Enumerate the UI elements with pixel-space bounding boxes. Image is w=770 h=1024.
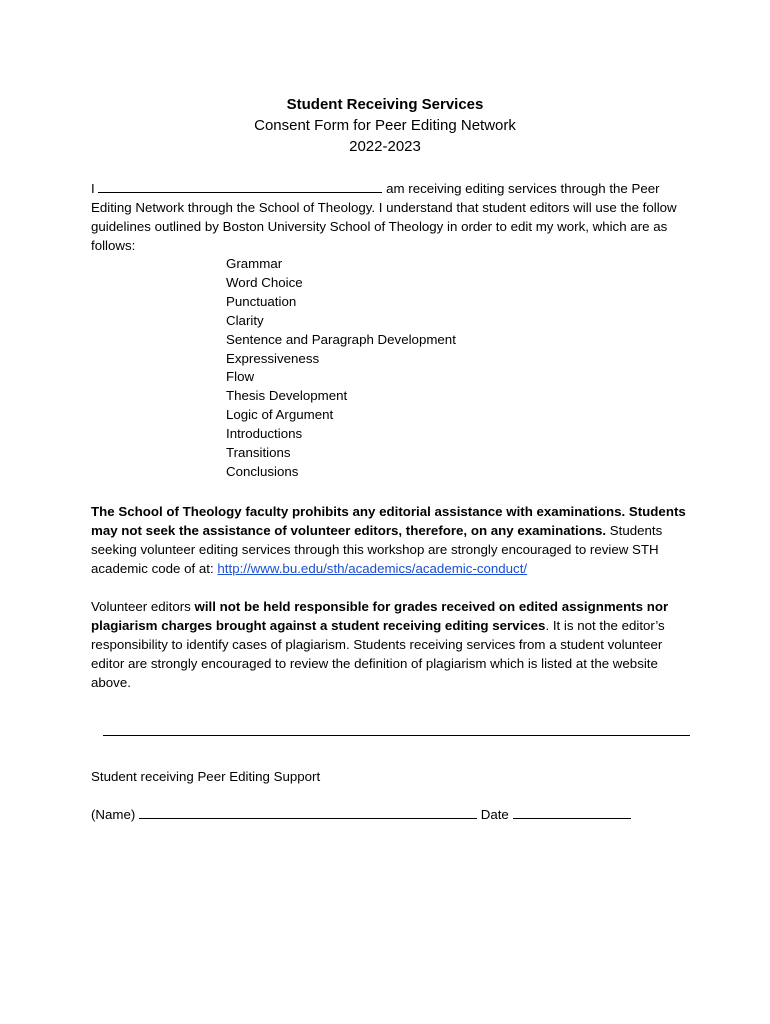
- name-blank[interactable]: [139, 806, 477, 819]
- responsibility-lead: Volunteer editors: [91, 599, 191, 614]
- guideline-item: Grammar: [226, 256, 283, 271]
- intro-paragraph: [91, 179, 691, 255]
- student-name-blank[interactable]: [98, 180, 382, 193]
- guideline-item: Flow: [226, 369, 255, 385]
- intro-text: am receiving editing services through the Peer Editing Network through the School of Theology. I understand that student editors will use the follow guidelines outlined by Boston University School of Theology in order to edit my work, which are as follows:: [91, 181, 677, 253]
- policy-bold-text: The School of Theology faculty prohibits any editorial assistance with examinations. Students may not seek the assistance of volunteer editors, therefore, on any examinations.: [91, 504, 686, 538]
- guideline-item: Conclusions: [226, 463, 299, 479]
- guideline-item: Sentence and Paragraph Development: [226, 331, 456, 347]
- guideline-item: Word Choice: [226, 274, 303, 290]
- signature-label: Student receiving Peer Editing Support: [91, 769, 321, 784]
- guideline-item: Thesis Development: [226, 388, 348, 404]
- name-date-row: [91, 805, 631, 824]
- responsibility-text: . It is not the editor’s responsibility to identify cases of plagiarism. Students receiving services from a student volunteer editor are strongly encouraged to review the definition of plagiarism which is listed at the website above.: [91, 618, 665, 690]
- guidelines-list: [226, 255, 456, 482]
- signature-line[interactable]: [103, 735, 690, 736]
- guideline-item: Introductions: [226, 426, 303, 442]
- form-subtitle: Consent Form for Peer Editing Network: [254, 117, 516, 134]
- guideline-item: Expressiveness: [226, 350, 320, 366]
- guideline-item: Punctuation: [226, 293, 297, 309]
- date-blank[interactable]: [513, 806, 631, 819]
- guideline-item: Transitions: [226, 445, 291, 461]
- form-header: [0, 94, 770, 157]
- form-year: 2022-2023: [349, 138, 421, 155]
- date-label: Date: [480, 807, 509, 822]
- name-label: (Name): [91, 807, 136, 822]
- form-title: Student Receiving Services: [286, 96, 484, 113]
- responsibility-bold-text: will not be held responsible for grades received on edited assignments nor plagiarism charges brought against a student receiving editing services: [91, 599, 669, 633]
- intro-prefix: I: [91, 181, 95, 196]
- guideline-item: Logic of Argument: [226, 407, 334, 423]
- responsibility-paragraph: [91, 597, 691, 692]
- academic-conduct-link[interactable]: http://www.bu.edu/sth/academics/academic-conduct/: [217, 561, 528, 576]
- policy-text: Students seeking volunteer editing services through this workshop are strongly encouraged to review STH academic code of at:: [91, 523, 663, 576]
- guideline-item: Clarity: [226, 312, 264, 328]
- policy-paragraph: [91, 502, 691, 578]
